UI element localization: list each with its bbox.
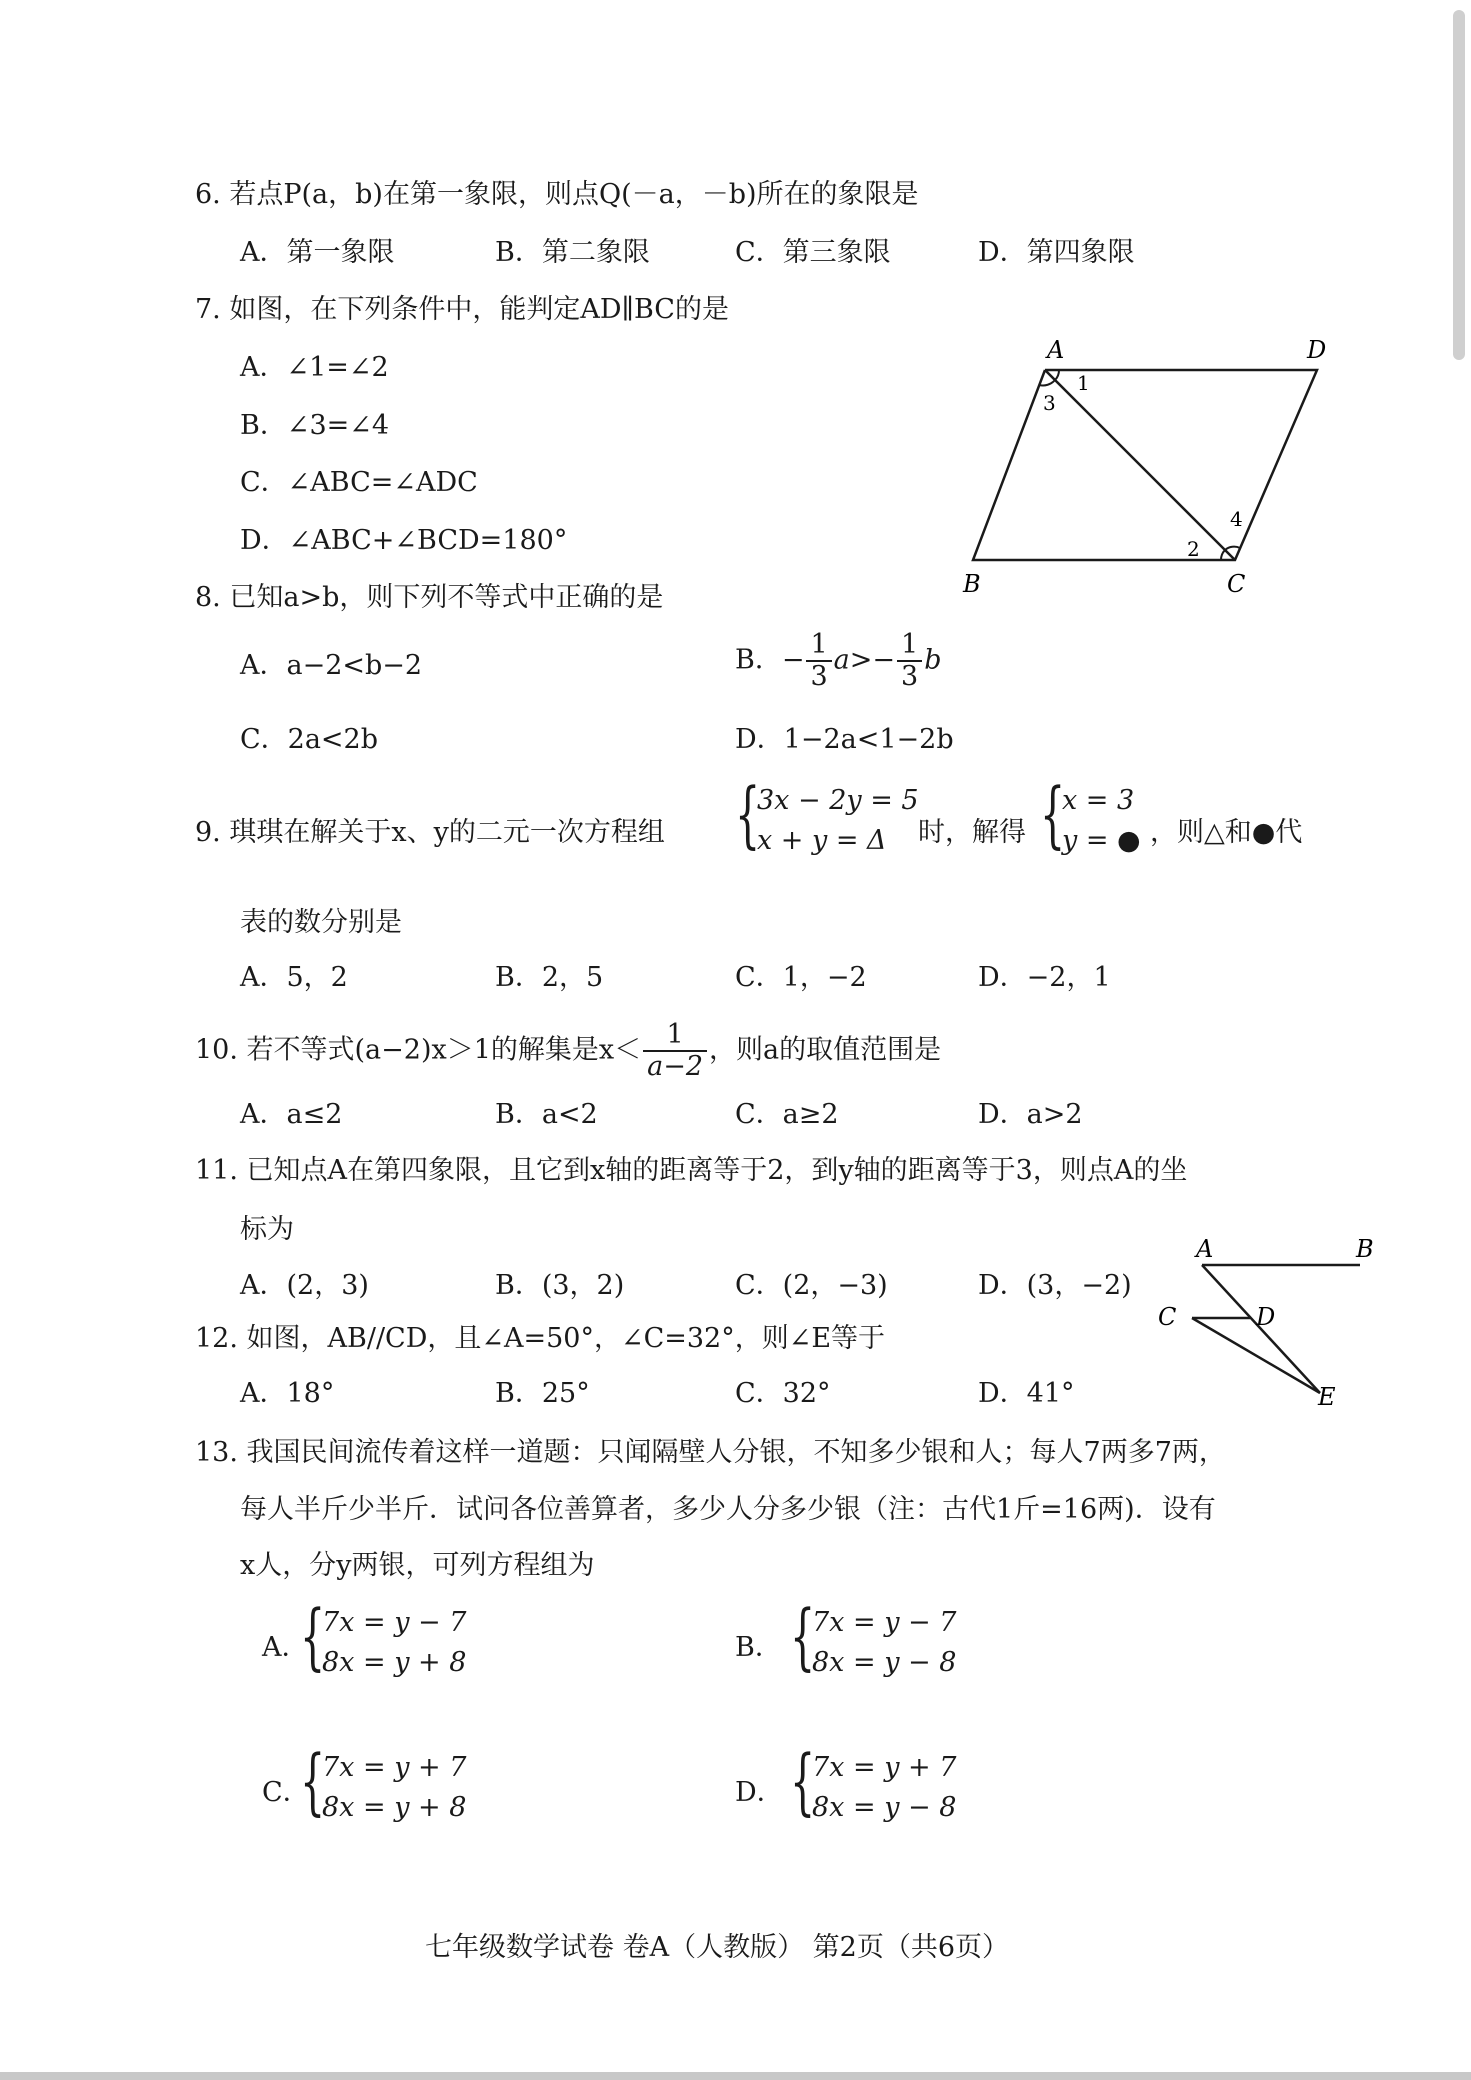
q10-option-b: B．a<2	[495, 1099, 598, 1130]
q8-option-b-mid: a>−	[833, 644, 895, 676]
q7-parallelogram-figure	[955, 330, 1335, 600]
q9-option-c: C．1，−2	[735, 962, 867, 993]
q9-sol2: y = ●	[1062, 825, 1141, 856]
q7-stem: 7. 如图，在下列条件中，能判定AD∥BC的是	[195, 294, 729, 325]
q7-label-a: A	[1047, 336, 1065, 364]
q12-option-d: D．41°	[978, 1378, 1075, 1409]
vertical-scrollbar[interactable]	[1453, 10, 1465, 360]
q11-option-b: B．(3，2)	[495, 1270, 625, 1301]
q9-brace: {	[735, 772, 761, 856]
q12-label-b: B	[1356, 1235, 1374, 1263]
q8-fraction-1	[806, 630, 831, 692]
q12-option-a: A．18°	[240, 1378, 335, 1409]
q11-option-d: D．(3，−2)	[978, 1270, 1132, 1301]
q7-label-angle-3: 3	[1043, 391, 1056, 415]
q12-label-a: A	[1196, 1235, 1214, 1263]
q9-stem-start: 9. 琪琪在解关于x、y的二元一次方程组	[195, 817, 665, 848]
q12-option-b: B．25°	[495, 1378, 590, 1409]
q13-option-c-brace: {	[300, 1739, 326, 1823]
q11-option-c: C．(2，−3)	[735, 1270, 888, 1301]
q13-option-a-system	[300, 1594, 500, 1686]
q9-equation-system	[735, 772, 925, 864]
q6-stem: 6. 若点P(a，b)在第一象限，则点Q(－a，－b)所在的象限是	[195, 179, 919, 210]
q6-option-a: A．第一象限	[240, 237, 395, 268]
q9-mid: 时，解得	[918, 817, 1026, 848]
q8-frac-den-2: 3	[901, 661, 919, 692]
q13-option-d-eq1: 7x = y + 7	[812, 1752, 957, 1783]
q10-fraction	[643, 1020, 707, 1082]
q12-label-c: C	[1158, 1303, 1177, 1331]
q8-option-d: D．1−2a<1−2b	[735, 724, 954, 755]
q7-parallelogram	[973, 370, 1317, 560]
q13-line-3: x人，分y两银，可列方程组为	[240, 1550, 595, 1581]
q8-frac-den-1: 3	[810, 661, 828, 692]
q9-eq1: 3x − 2y = 5	[757, 785, 919, 816]
q13-option-b-brace: {	[790, 1594, 816, 1678]
q13-option-d-eq2: 8x = y − 8	[812, 1792, 957, 1823]
q10-frac-den: a−2	[647, 1051, 704, 1082]
q13-option-b-eq2: 8x = y − 8	[812, 1647, 957, 1678]
q9-stem-end: ，则△和●代	[1150, 817, 1303, 848]
q10-stem-end: ，则a的取值范围是	[709, 1034, 942, 1066]
q12-stem: 12. 如图，AB//CD，且∠A=50°，∠C=32°，则∠E等于	[195, 1323, 886, 1354]
q13-option-b-label: B．	[735, 1632, 782, 1663]
q7-label-angle-2: 2	[1187, 537, 1200, 561]
q8-option-b-prefix: B．−	[735, 644, 805, 676]
q13-option-c-label: C．	[262, 1777, 310, 1808]
q13-option-a-eq1: 7x = y − 7	[322, 1607, 467, 1638]
q12-option-c: C．32°	[735, 1378, 831, 1409]
q8-frac-num-1: 1	[806, 630, 831, 662]
q7-angle-4-arc	[1225, 547, 1240, 550]
q6-option-d: D．第四象限	[978, 237, 1135, 268]
q13-option-a-brace: {	[300, 1594, 326, 1678]
page-footer: 七年级数学试卷 卷A（人教版） 第2页（共6页）	[425, 1932, 1010, 1963]
q12-label-d: D	[1256, 1303, 1276, 1331]
q13-option-d-brace: {	[790, 1739, 816, 1823]
q7-label-angle-4: 4	[1230, 507, 1243, 531]
q10-frac-num: 1	[643, 1020, 707, 1052]
q9-eq2: x + y = Δ	[757, 825, 887, 856]
q11-stem-cont: 标为	[240, 1214, 294, 1245]
q9-option-b: B．2，5	[495, 962, 604, 993]
q13-option-b-eq1: 7x = y − 7	[812, 1607, 957, 1638]
q7-angle-1-arc	[1055, 370, 1059, 380]
q8-stem: 8. 已知a>b，则下列不等式中正确的是	[195, 582, 664, 613]
q13-option-a-eq2: 8x = y + 8	[322, 1647, 467, 1678]
q9-solution-system	[1040, 772, 1150, 864]
q7-angle-2-arc	[1221, 550, 1225, 560]
q13-option-d-system	[790, 1739, 990, 1831]
q8-fraction-2	[897, 630, 922, 692]
q11-option-a: A．(2，3)	[240, 1270, 369, 1301]
q7-diagonal-ac	[1045, 370, 1235, 560]
q13-option-b-system	[790, 1594, 990, 1686]
q9-solution-brace: {	[1040, 772, 1066, 856]
q7-label-c: C	[1227, 570, 1246, 598]
q12-label-e: E	[1318, 1383, 1336, 1410]
q10-stem	[195, 1020, 941, 1082]
q6-option-b: B．第二象限	[495, 237, 650, 268]
q13-option-c-eq2: 8x = y + 8	[322, 1792, 467, 1823]
q9-sol1: x = 3	[1062, 785, 1135, 816]
q8-option-b-suffix: b	[924, 644, 942, 676]
bottom-edge-strip	[0, 2072, 1471, 2080]
q7-label-d: D	[1307, 336, 1327, 364]
q10-stem-start: 10. 若不等式(a−2)x＞1的解集是x＜	[195, 1034, 642, 1066]
q8-option-c: C．2a<2b	[240, 724, 379, 755]
q6-option-c: C．第三象限	[735, 237, 891, 268]
q13-line-1: 13. 我国民间流传着这样一道题：只闻隔壁人分银，不知多少银和人；每人7两多7两，	[195, 1437, 1226, 1468]
q8-option-a: A．a−2<b−2	[240, 650, 423, 681]
q9-option-a: A．5，2	[240, 962, 348, 993]
q10-option-d: D．a>2	[978, 1099, 1083, 1130]
q9-option-d: D．−2，1	[978, 962, 1111, 993]
q13-line-2: 每人半斤少半斤．试问各位善算者，多少人分多少银（注：古代1斤=16两)．设有	[240, 1494, 1216, 1525]
q8-option-b	[735, 630, 941, 692]
q7-option-b: B．∠3=∠4	[240, 410, 390, 441]
q7-option-a: A．∠1=∠2	[240, 352, 389, 383]
q13-option-c-eq1: 7x = y + 7	[322, 1752, 467, 1783]
q13-option-a-label: A．	[262, 1632, 309, 1663]
q11-stem: 11. 已知点A在第四象限，且它到x轴的距离等于2，到y轴的距离等于3，则点A的坐	[195, 1155, 1188, 1186]
q9-stem-cont: 表的数分别是	[240, 907, 402, 938]
q13-option-c-system	[300, 1739, 500, 1831]
q12-figure	[1150, 1235, 1390, 1410]
q7-option-c: C．∠ABC=∠ADC	[240, 467, 478, 498]
q7-label-angle-1: 1	[1077, 371, 1090, 395]
q10-option-c: C．a≥2	[735, 1099, 839, 1130]
q13-option-d-label: D．	[735, 1777, 784, 1808]
q7-label-b: B	[963, 570, 981, 598]
q8-frac-num-2: 1	[897, 630, 922, 662]
q10-option-a: A．a≤2	[240, 1099, 343, 1130]
q7-option-d: D．∠ABC+∠BCD=180°	[240, 525, 568, 556]
